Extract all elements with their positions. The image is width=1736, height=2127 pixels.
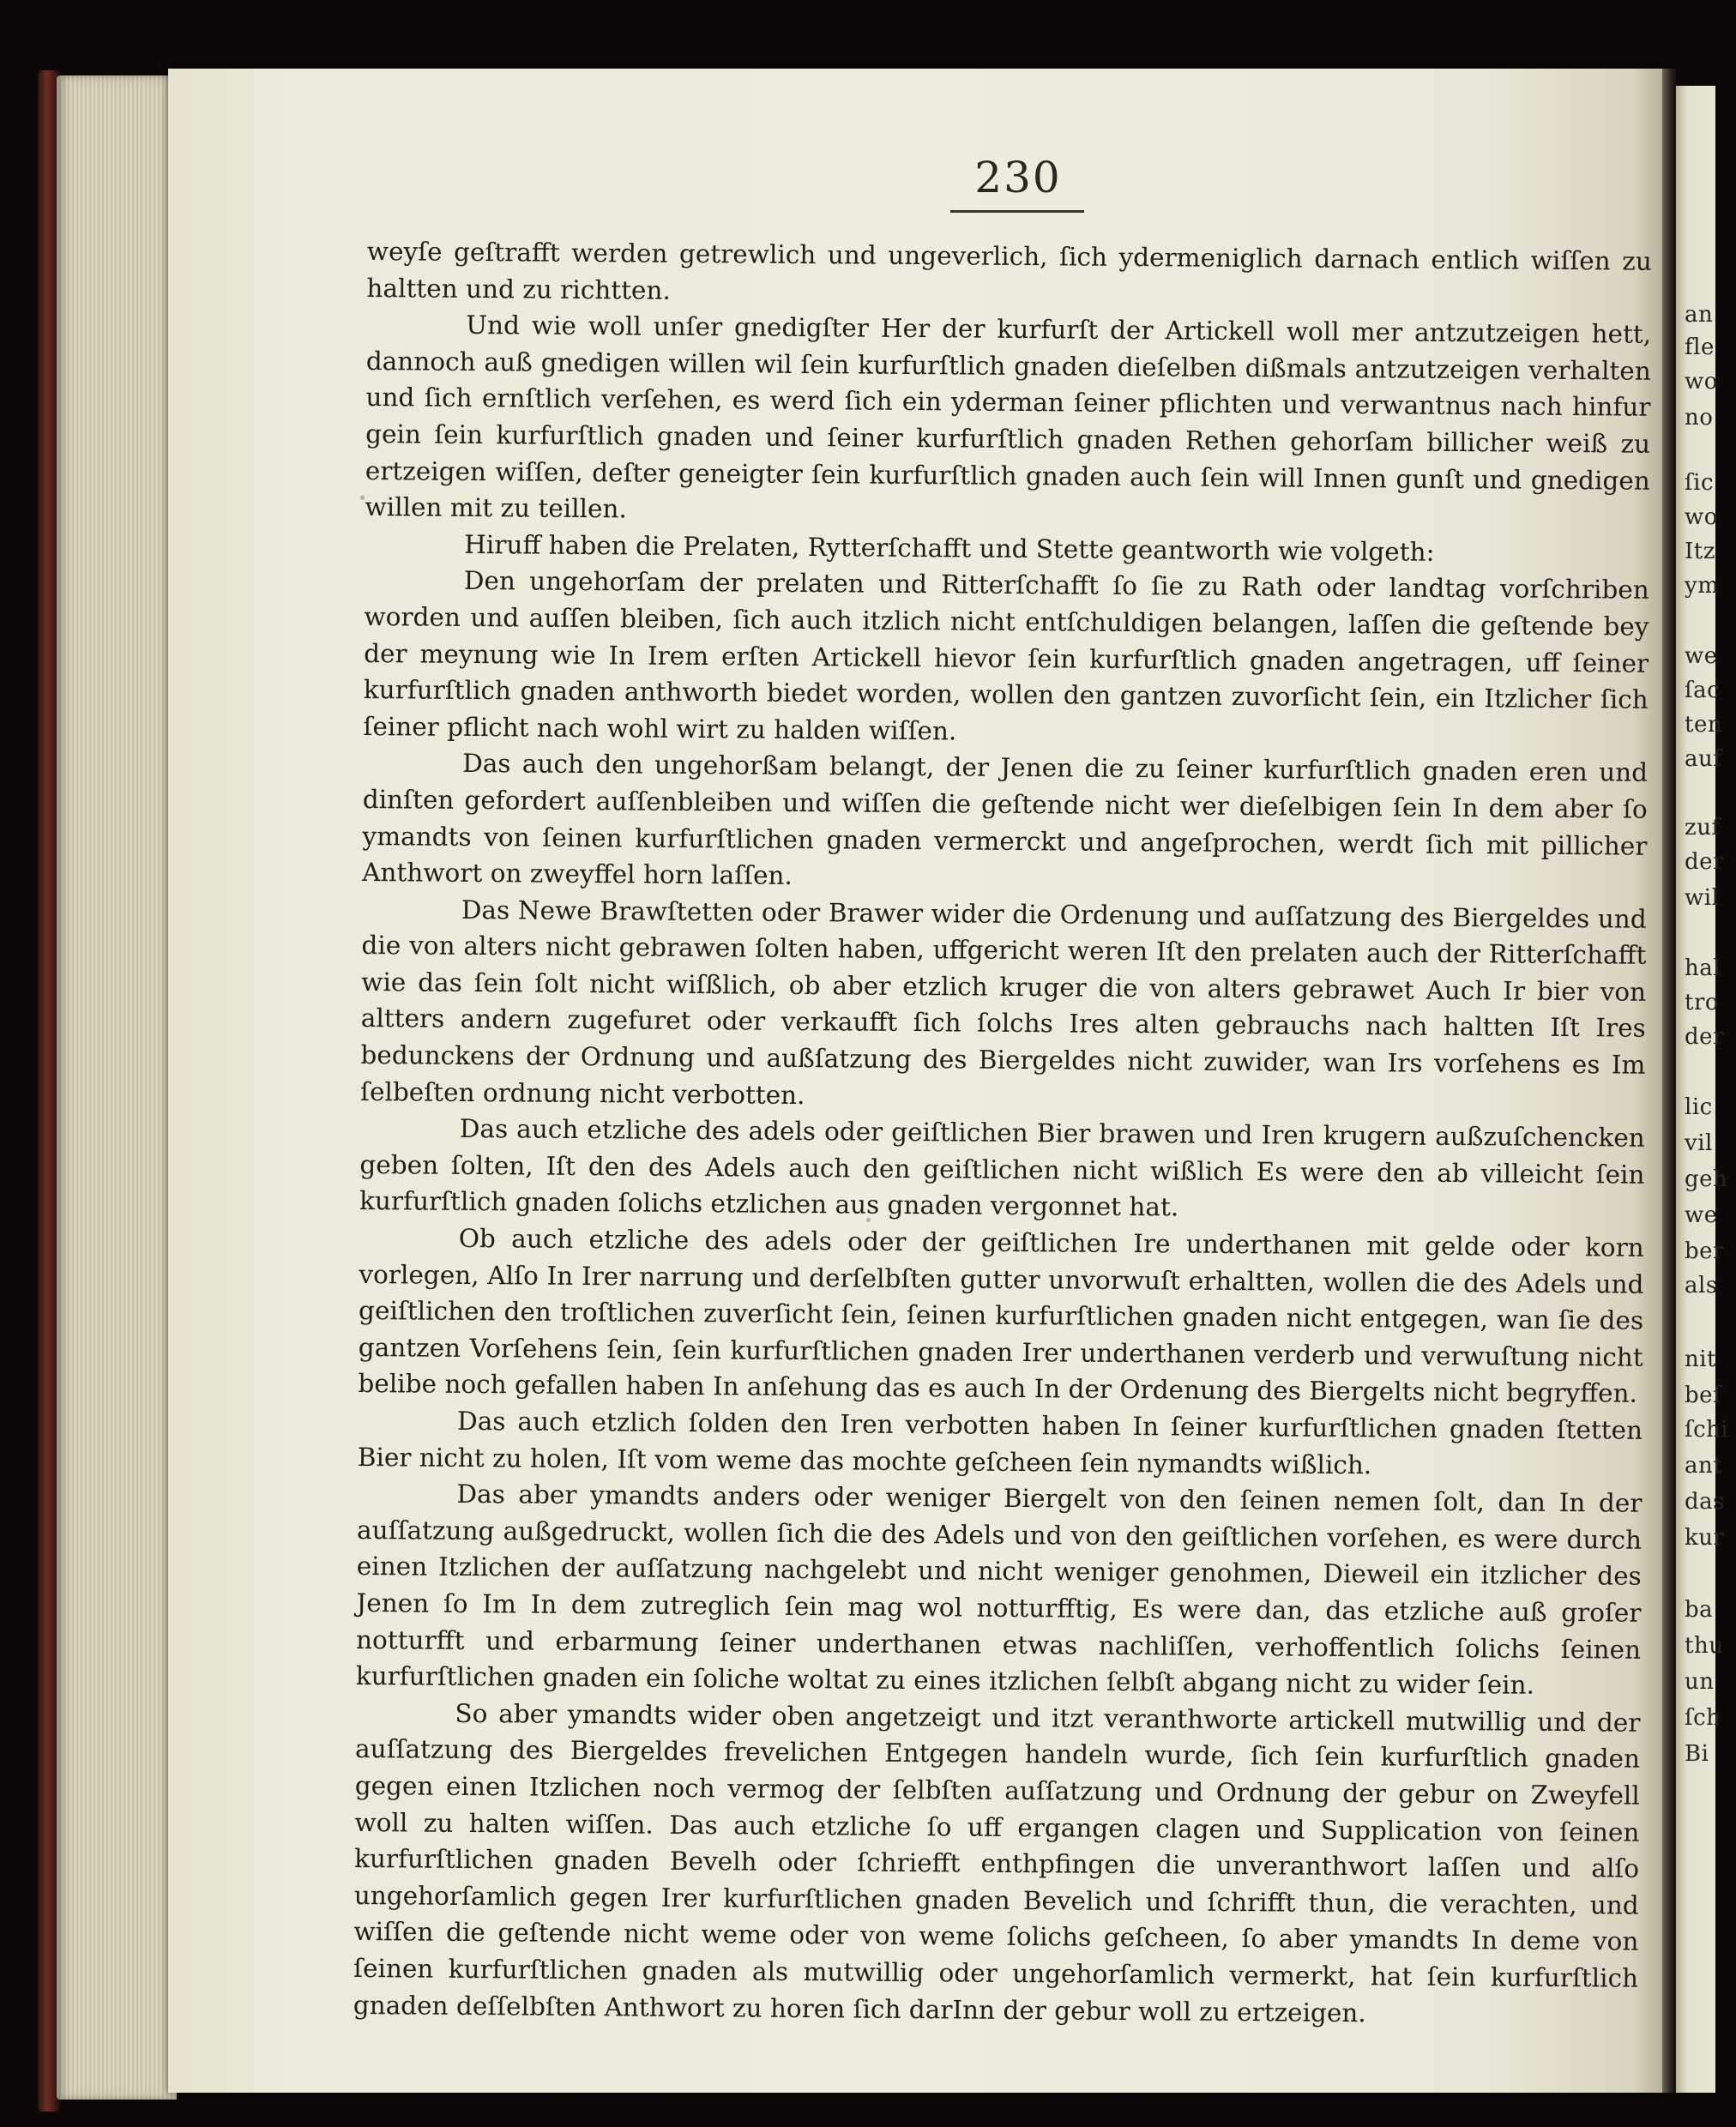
facing-line: no <box>1685 405 1714 431</box>
facing-page-fragment <box>1676 86 1729 2093</box>
paragraph: weyſe geſtrafft werden getrewlich und ungeverlich, ſich ydermeniglich darnach entlich wiſſen zu haltten und zu richtten. <box>366 236 1652 305</box>
facing-line: wil <box>1685 885 1720 911</box>
paper-speck <box>360 496 365 500</box>
facing-line: auf <box>1685 746 1722 772</box>
page-stack-edge <box>57 75 177 2100</box>
section-heading: Hiruff haben die Prelaten, Rytterſchafft und Stette geantworth wie volgeth: <box>464 529 1435 567</box>
paragraph: Und wie woll unſer gnedigſter Her der kurfurſt der Artickell woll mer antzutzeigen hett, dannoch auß gnedigen willen wil ſein kurfurſtlich gnaden dieſelben dißmals antzutzeigen verhalten und ſich ernſtlich verſehen, es werd ſich ein yderman ſeiner pflichten und verwantnus nach hinfur gein ſein kurfurſtlich gnaden und ſeiner kurfurſtlich gnaden Rethen gehorſam billicher weiß zu ertzeigen wiſſen, deſter geneigter ſein kurfurſtlich gnaden auch ſein will Innen gunſt und gnedigen willen mit zu teillen. <box>365 310 1652 524</box>
facing-line: hal <box>1685 955 1721 981</box>
facing-line: ba <box>1685 1597 1714 1623</box>
page-number-rule <box>950 210 1084 213</box>
facing-line: geh <box>1685 1166 1728 1192</box>
facing-line: zuf <box>1685 815 1721 841</box>
facing-line: we <box>1685 643 1718 669</box>
paragraph: Den ungehorſam der prelaten und Ritterſchafft ſo ſie zu Rath oder landtag vorſchriben worden und auſſen bleiben, ſich auch itzlich nicht entſchuldigen belangen, laſſen die geſtende bey der meynung wie In Irem erſten Artickell hievor ſein kurfurſtlich gnaden angetragen, uff ſeiner kurfurſtlich gnaden anthworth biedet worden, wollen den gantzen zuvorſicht ſein, ein Itzlicher ſich ſeiner pflicht nach wohl wirt zu halden wiſſen. <box>363 566 1649 746</box>
paragraph: Das aber ymandts anders oder weniger Biergelt von den ſeinen nemen ſolt, dan In der auſſatzung außgedruckt, wollen ſich die des Adels und von den geiſtlichen vorſehen, es were durch einen Itzlichen der auſſatzung nachgelebt und nicht weniger genohmen, Dieweil ein itzlicher des Jenen ſo Im In dem zutreglich ſein mag wol notturfftig, Es were dan, das etzliche auß groſer notturfft und erbarmung ſeiner underthanen etwas nachliſſen, verhoffentlich ſolichs ſeinen kurfurſtlichen gnaden ein ſoliche woltat zu eines itzlichen ſelbſt abgang nicht zu wider ſein. <box>355 1479 1643 1700</box>
facing-line: ant <box>1685 1453 1723 1479</box>
facing-line: ſchi <box>1685 1417 1729 1443</box>
facing-line: tro <box>1685 990 1720 1015</box>
paragraph: Das auch den ungehorßam belangt, der Jenen die zu ſeiner kurfurſtlich gnaden eren und dinſten gefordert auſſenbleiben und wiſſen die geſtende nicht wer dieſelbigen ſein In dem aber ſo ymandts von ſeinen kurfurſtlichen gnaden vermerckt und angeſprochen, werdt ſich mit pillicher Anthwort on zweyffel horn laſſen. <box>362 749 1649 891</box>
paper-speck <box>866 1218 871 1222</box>
facing-line: fle <box>1685 334 1715 360</box>
paragraph: Ob auch etzliche des adels oder der geiſtlichen Ire underthanen mit gelde oder korn vorlegen, Alſo In Irer narrung und derſelbſten gutter unvorwuſt erhaltten, wollen die des Adels und geiſtlichen den troſtlichen zuverſicht ſein, ſeinen kurfurſtlichen gnaden nicht entgegen, wan ſie des gantzen Vorſehens ſein, ſein kurfurſtlichen gnaden Irer underthanen verderb und verwuſtung nicht belibe noch gefallen haben In anſehung das es auch In der Ordenung des Biergelts nicht begryffen. <box>358 1223 1644 1409</box>
page-number: 230 <box>974 153 1062 202</box>
paragraph: So aber ymandts wider oben angetzeigt und itzt veranthworte artickell mutwillig und der auſſatzung des Biergeldes frevelichen Entgegen handeln wurde, ſich ſein kurfurſtlich gnaden gegen einen Itzlichen noch vermog der ſelbſten auſſatzung und Ordnung der gebur on Zweyfell woll zu halten wiſſen. Das auch etzliche ſo uff ergangen clagen und Supplication von ſeinen kurfurſtlichen gnaden Bevelh oder ſchriefft enthpfingen die unveranthwort laſſen und alſo ungehorſamlich gegen Irer kurfurſtlichen gnaden Bevelich und ſchrifft thun, die verachten, und wiſſen die geſtende nicht weme oder von weme ſolichs geſcheen, ſo aber ymandts In deme von ſeinen kurfurſtlichen gnaden als mutwillig oder ungehorſamlich vermerkt, hat ſein kurfurſtlich gnaden deſſelbſten Anthwort zu horen ſich darInn der gebur woll zu ertzeigen. <box>353 1698 1641 2028</box>
facing-line: ſch <box>1685 1705 1721 1731</box>
paragraph: Das auch etzlich ſolden den Iren verbotten haben In ſeiner kurfurſtlichen gnaden ſtetten Bier nicht zu holen, Iſt vom weme das mochte geſcheen ſein nymandts wißlich. <box>357 1406 1643 1479</box>
book-gutter <box>1662 69 1676 2093</box>
body-text <box>353 233 1652 2034</box>
paragraph: Das auch etzliche des adels oder geiſtlichen Bier brawen und Iren krugern außzuſchencken geben ſolten, Iſt den des Adels auch den geiſtlichen nicht wißlich Es were den ab villeicht ſein kurfurſtlich gnaden ſolichs etzlichen aus gnaden vergonnet hat. <box>359 1114 1645 1222</box>
facing-line: nit <box>1685 1347 1717 1372</box>
facing-line: vil <box>1685 1130 1713 1156</box>
facing-line: das <box>1685 1489 1725 1515</box>
facing-line: wo <box>1685 504 1718 530</box>
facing-line: als <box>1685 1273 1718 1298</box>
facing-line: der <box>1685 1024 1724 1050</box>
facing-line: der <box>1685 849 1724 875</box>
facing-line: we <box>1685 1202 1718 1228</box>
facing-line: ten <box>1685 712 1723 738</box>
facing-line: ſic <box>1685 470 1714 496</box>
facing-line: Itz <box>1685 539 1715 564</box>
facing-line: ber <box>1685 1238 1724 1264</box>
facing-line: wo <box>1685 369 1718 395</box>
facing-line: un <box>1685 1669 1715 1695</box>
facing-line: thu <box>1685 1633 1724 1659</box>
facing-line: an <box>1685 302 1714 328</box>
facing-line: Bi <box>1685 1741 1709 1767</box>
paragraph: Das Newe Brawſtetten oder Brawer wider die Ordenung und auſſatzung des Biergeldes und die von alters nicht gebrawen ſolten haben, uffgericht weren Iſt den prelaten auch der Ritterſchafft wie das ſein ſolt nicht wiſßlich, ob aber etzlich kruger die von alters gebrawet Auch Ir bier von altters andern zugefuret oder verkaufft ſich ſolchs Ires alten gebrauchs nach haltten Iſt Ires bedunckens der Ordnung und außſatzung des Biergeldes nicht zuwider, wan Irs vorſehens es Im ſelbeſten ordnung nicht verbotten. <box>360 895 1647 1110</box>
facing-line: ſac <box>1685 678 1721 703</box>
facing-line: kur <box>1685 1525 1725 1551</box>
facing-line: beſ <box>1685 1383 1722 1408</box>
facing-line: lic <box>1685 1094 1713 1120</box>
facing-line: ym <box>1685 573 1720 599</box>
